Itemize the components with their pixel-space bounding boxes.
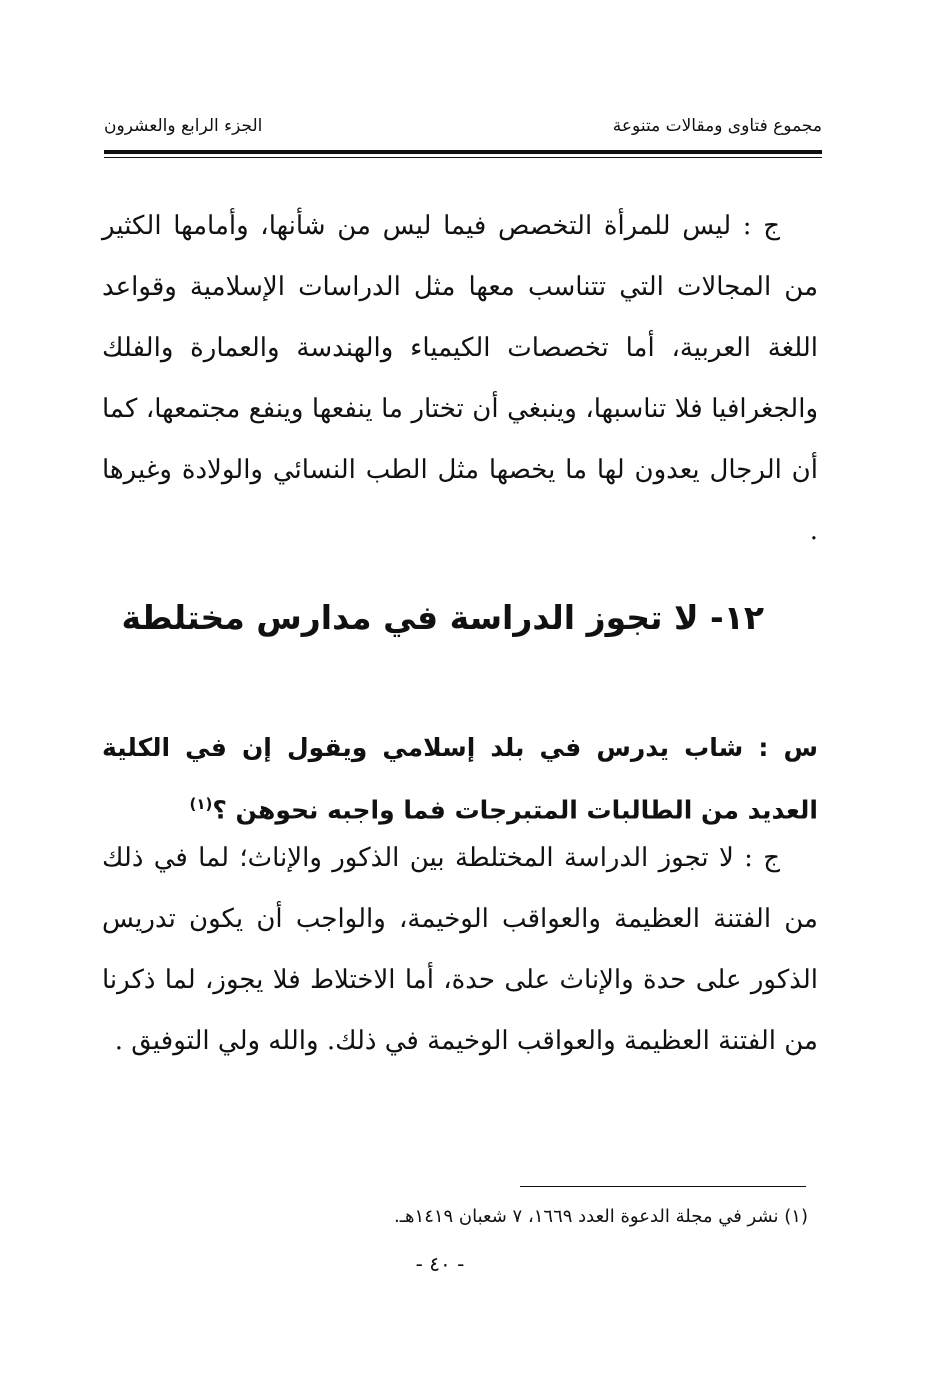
answer-1-text: ج : ليس للمرأة التخصص فيما ليس من شأنها، وأمامها الكثير من المجالات التي تتناسب معها مثل الدراسات الإسلامية وقواعد اللغة العربية، أما تخصصات الكيمياء والهندسة والعمارة والفلك والجغرافيا فلا تناسبها، وينبغي أن تختار ما ينفعها وينفع مجتمعها، كما أن الرجال يعدون لها ما يخصها مثل الطب النسائي والولادة وغيرها . xyxy=(102,211,818,546)
answer-2-text: ج : لا تجوز الدراسة المختلطة بين الذكور والإناث؛ لما في ذلك من الفتنة العظيمة والعواقب الوخيمة، والواجب أن يكون تدريس الذكور على حدة والإناث على حدة، أما الاختلاط فلا يجوز، لما ذكرنا من الفتنة العظيمة والعواقب الوخيمة في ذلك. والله ولي التوفيق . xyxy=(102,843,818,1056)
question-text: س : شاب يدرس في بلد إسلامي ويقول إن في الكلية العديد من الطالبات المتبرجات فما واجبه نحوهن ؟ xyxy=(102,733,818,825)
footnote-rule xyxy=(520,1186,806,1187)
header-rule-thin xyxy=(104,157,822,158)
answer-paragraph-1 xyxy=(102,196,818,562)
footnote-reference: (١) xyxy=(189,795,213,813)
question-paragraph xyxy=(102,720,818,838)
footnote: (١) نشر في مجلة الدعوة العدد ١٦٦٩، ٧ شعبان ١٤١٩هـ. xyxy=(394,1206,808,1227)
section-title: ١٢- لا تجوز الدراسة في مدارس مختلطة xyxy=(121,598,764,637)
answer-paragraph-2 xyxy=(102,828,818,1072)
volume-label: الجزء الرابع والعشرون xyxy=(104,116,263,136)
book-title: مجموع فتاوى ومقالات متنوعة xyxy=(612,116,822,136)
header-rule-thick xyxy=(104,150,822,154)
page-number: - ٤٠ - xyxy=(415,1252,465,1276)
running-header xyxy=(104,112,822,148)
